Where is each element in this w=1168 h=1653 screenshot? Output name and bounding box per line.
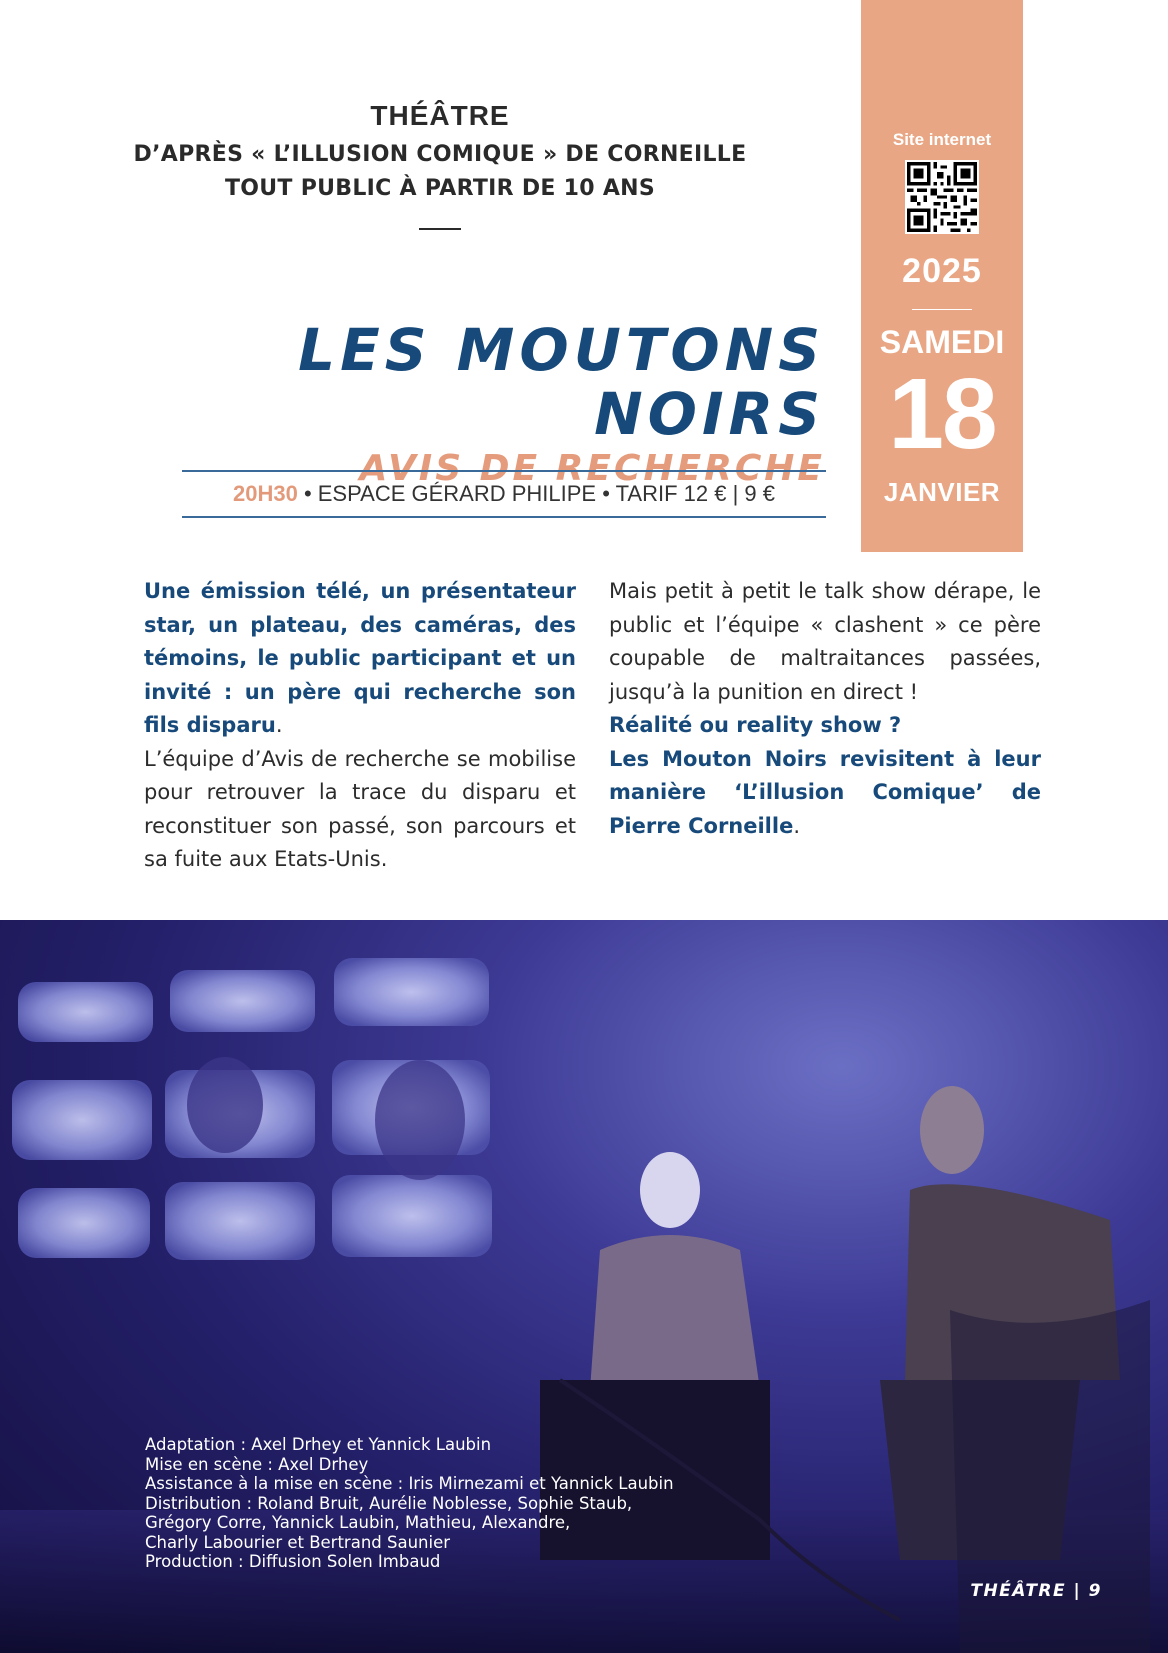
credit-line: Mise en scène : Axel Drhey (145, 1454, 369, 1474)
intro-text-end: . (275, 713, 283, 737)
intro-text: Une émission télé, un présentateur star, un plateau, des caméras, des témoins, le public participant et un invité : un père qui recherche son fils disparu (144, 579, 576, 737)
site-label: Site internet (892, 130, 992, 149)
day-name: SAMEDI (879, 324, 1005, 360)
credit-line: Adaptation : Axel Drhey et Yannick Laubin (145, 1435, 492, 1454)
show-title: LES MOUTONS NOIRS (298, 316, 825, 448)
credit-line: Distribution : Roland Bruit, Aurélie Noblesse, Sophie Staub, (145, 1493, 633, 1513)
qr-code-icon[interactable] (905, 160, 979, 234)
credit-line: Assistance à la mise en scène : Iris Mirnezami et Yannick Laubin (145, 1474, 674, 1493)
credit-line: Production : Diffusion Solen Imbaud (145, 1552, 441, 1571)
header-divider (419, 228, 461, 230)
show-title-block (140, 318, 825, 489)
right-question: Réalité ou reality show ? (609, 713, 902, 737)
closing-paragraph (609, 743, 1041, 844)
audience-line: TOUT PUBLIC À PARTIR DE 10 ANS (224, 176, 656, 201)
date-sidebar (861, 0, 1023, 552)
month-label: JANVIER (883, 477, 1001, 507)
credit-line: Charly Labourier et Bertrand Saunier (145, 1532, 451, 1552)
category-label: THÉÂTRE (370, 100, 510, 131)
credits-block (145, 1435, 674, 1572)
info-line (182, 470, 826, 518)
sidebar-divider (912, 309, 972, 310)
description-left-column (144, 575, 576, 877)
day-number: 18 (888, 358, 996, 470)
closing-text: Les Mouton Noirs revisitent à leur manière ‘L’illusion Comique’ de Pierre Corneille (609, 746, 1041, 838)
header (70, 100, 810, 230)
show-time: 20H30 (232, 481, 298, 506)
show-subtitle: AVIS DE RECHERCHE (359, 448, 825, 489)
credit-line: Grégory Corre, Yannick Laubin, Mathieu, Alexandre, (145, 1513, 571, 1532)
venue-price: • ESPACE GÉRARD PHILIPE • TARIF 12 € | 9 € (297, 481, 775, 506)
adaptation-line: D’APRÈS « L’ILLUSION COMIQUE » DE CORNEILLE (133, 142, 747, 167)
year-label: 2025 (902, 252, 982, 290)
page-footer-tag: THÉÂTRE | 9 (970, 1581, 1102, 1601)
right-paragraph: Mais petit à petit le talk show dérape, le public et l’équipe « clashent » ce père coupable de maltraitances passées, jusqu’à la punition en direct ! (609, 579, 1041, 704)
left-paragraph: L’équipe d’Avis de recherche se mobilise pour retrouver la trace du disparu et reconstituer son passé, son parcours et sa fuite aux Etats-Unis. (144, 746, 576, 871)
description-right-column (609, 575, 1041, 843)
intro-paragraph (144, 575, 576, 743)
closing-text-end: . (793, 813, 801, 838)
